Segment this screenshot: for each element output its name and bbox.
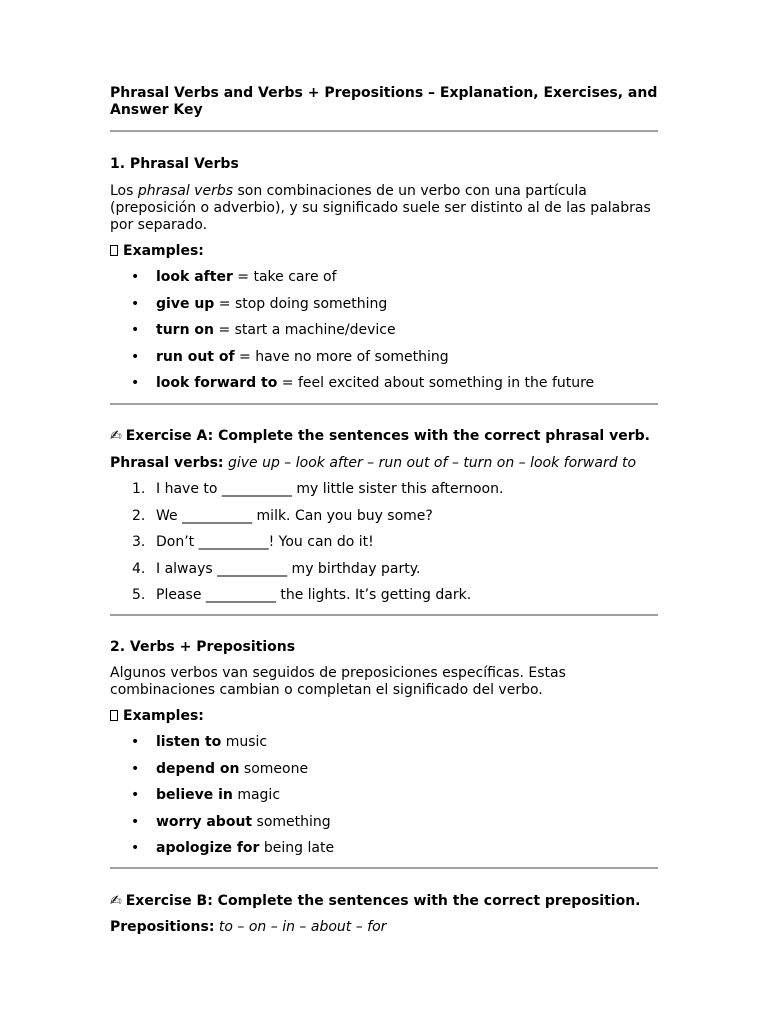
bullet-icon: • bbox=[131, 734, 140, 750]
exercise-b-word-bank: Prepositions: to – on – in – about – for bbox=[110, 919, 387, 935]
bullet-icon: • bbox=[131, 322, 140, 338]
list-item: • depend on someone bbox=[131, 760, 309, 777]
bullet-icon: • bbox=[131, 787, 140, 803]
examples-list-phrasal-verbs bbox=[110, 269, 658, 392]
exercise-a-word-bank: Phrasal verbs: give up – look after – run out of – turn on – look forward to bbox=[110, 455, 637, 471]
missing-glyph-icon bbox=[110, 245, 118, 256]
pencil-icon: ✍ bbox=[110, 893, 122, 909]
list-item: • look after = take care of bbox=[131, 269, 337, 285]
exercise-item: 3. Don’t __________! You can do it! bbox=[132, 534, 374, 550]
document-content bbox=[110, 85, 658, 936]
bullet-icon: • bbox=[131, 760, 140, 777]
exercise-a-items bbox=[110, 481, 658, 604]
examples-label: Examples: bbox=[110, 708, 658, 725]
list-item: • give up = stop doing something bbox=[131, 295, 388, 312]
list-item: • listen to music bbox=[131, 734, 268, 750]
bullet-icon: • bbox=[131, 375, 140, 391]
missing-glyph-icon bbox=[110, 710, 118, 721]
exercise-item: 1. I have to __________ my little sister this afternoon. bbox=[132, 481, 504, 497]
section-intro-phrasal-verbs: Los phrasal verbs son combinaciones de un verbo con una partícula (preposición o adverbio), y su significado suele ser distinto al de las palabras por separado. bbox=[110, 183, 651, 233]
exercise-item: 5. Please __________ the lights. It’s getting dark. bbox=[132, 587, 472, 603]
list-item: • turn on = start a machine/device bbox=[131, 322, 396, 338]
section-heading-verbs-prepositions: 2. Verbs + Prepositions bbox=[110, 639, 296, 655]
bullet-icon: • bbox=[131, 269, 140, 285]
list-item: • worry about something bbox=[131, 813, 331, 830]
bullet-icon: • bbox=[131, 840, 140, 856]
document-title: Phrasal Verbs and Verbs + Prepositions – Explanation, Exercises, and Answer Key bbox=[110, 85, 658, 118]
examples-list-verbs-prepositions bbox=[110, 734, 658, 857]
exercise-a-heading: ✍ Exercise A: Complete the sentences with the correct phrasal verb. bbox=[110, 428, 650, 444]
section-intro-verbs-prepositions: Algunos verbos van seguidos de preposiciones específicas. Estas combinaciones cambian o completan el significado del verbo. bbox=[110, 665, 566, 698]
examples-label: Examples: bbox=[110, 243, 658, 260]
list-item: • apologize for being late bbox=[131, 840, 335, 856]
exercise-item: 2. We __________ milk. Can you buy some? bbox=[132, 507, 433, 524]
exercise-item: 4. I always __________ my birthday party. bbox=[132, 560, 421, 577]
bullet-icon: • bbox=[131, 348, 140, 365]
list-item: • run out of = have no more of something bbox=[131, 348, 449, 365]
bullet-icon: • bbox=[131, 295, 140, 312]
list-item: • look forward to = feel excited about something in the future bbox=[131, 375, 595, 391]
bullet-icon: • bbox=[131, 813, 140, 830]
exercise-b-heading: ✍ Exercise B: Complete the sentences with the correct preposition. bbox=[110, 893, 641, 909]
pencil-icon: ✍ bbox=[110, 428, 122, 444]
list-item: • believe in magic bbox=[131, 787, 281, 803]
section-heading-phrasal-verbs: 1. Phrasal Verbs bbox=[110, 156, 239, 172]
